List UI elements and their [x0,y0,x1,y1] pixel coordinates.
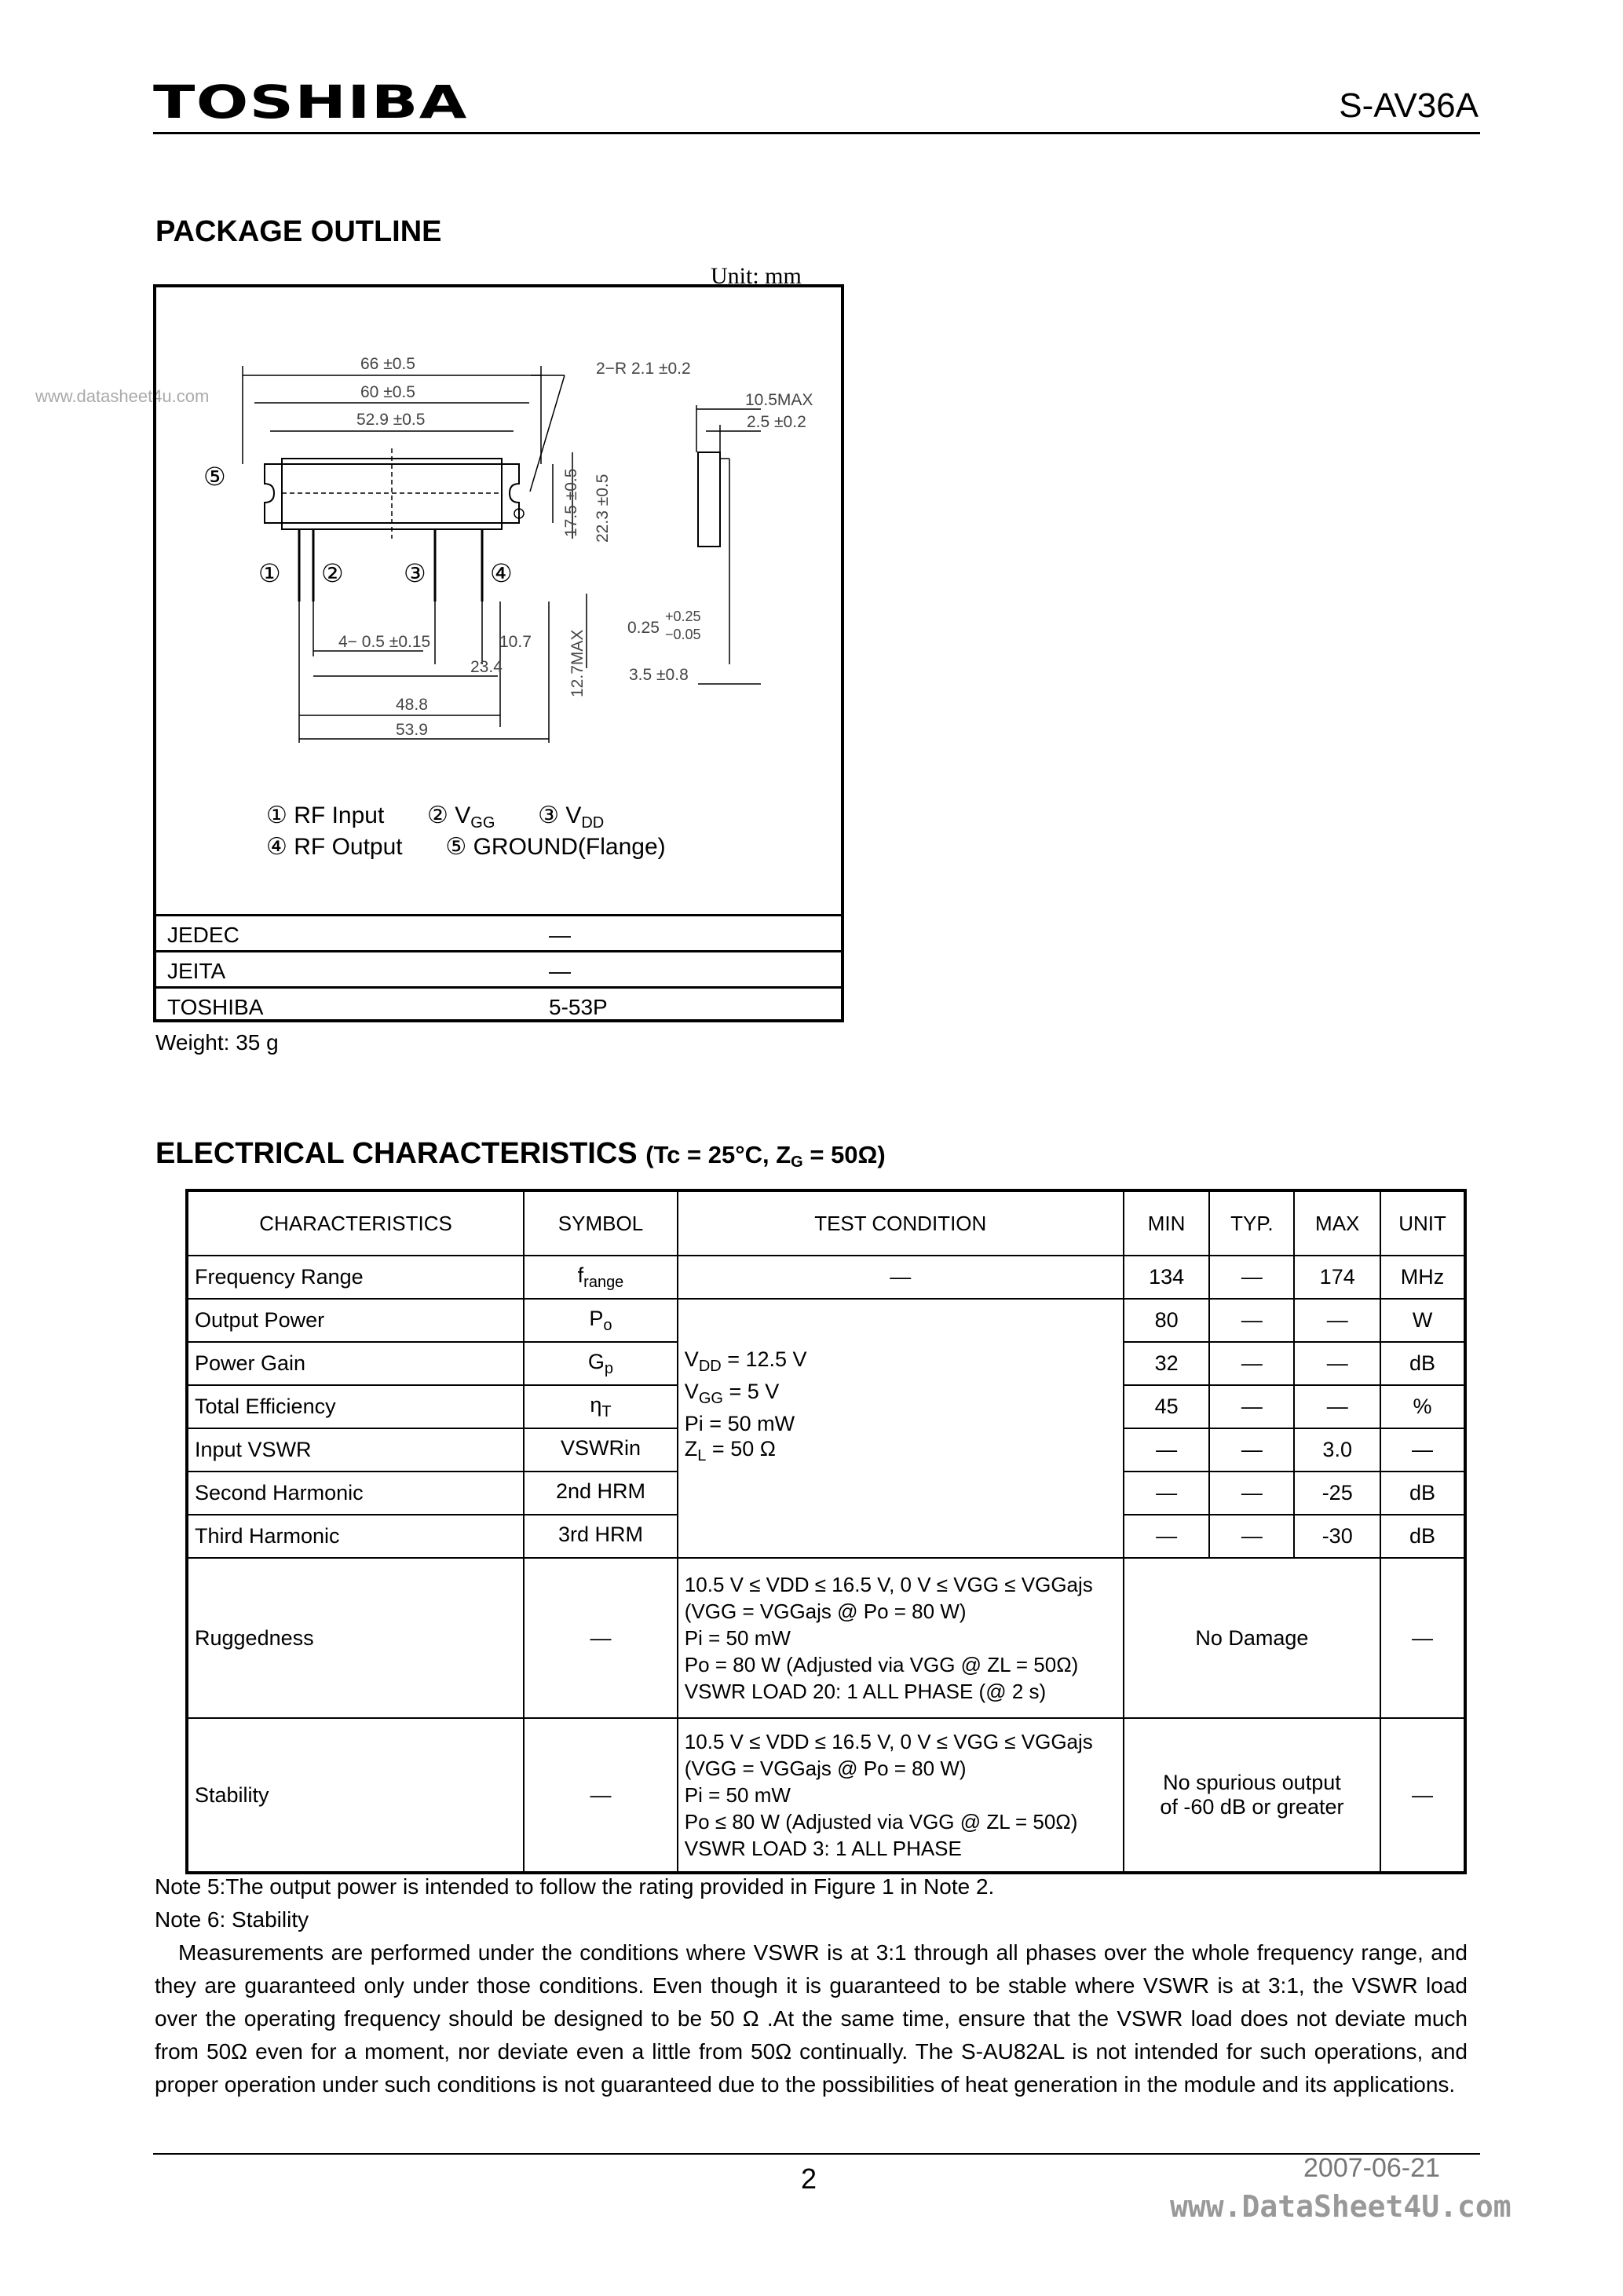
header-rule [153,132,1480,134]
legend-pin3: V [565,803,582,828]
row-symbol: VSWRin [524,1428,678,1472]
dim-0-25: 0.25 [627,619,660,637]
row-typ: ― [1209,1472,1294,1515]
date: 2007-06-21 [1303,2153,1440,2183]
col-header: MAX [1294,1190,1380,1256]
row-typ: ― [1209,1515,1294,1558]
col-header: TYP. [1209,1190,1294,1256]
table-row [187,1299,1465,1342]
electrical-title [155,1137,886,1172]
row-typ: ― [1209,1385,1294,1428]
row-min: ― [1124,1472,1210,1515]
legend-pin3-num: ③ [538,803,559,828]
row-typ: ― [1209,1342,1294,1385]
row-max: -25 [1294,1472,1380,1515]
pkg-row-jeita [156,950,841,989]
row-name: Third Harmonic [187,1515,524,1558]
table-row-ruggedness [187,1558,1465,1718]
row-name: Power Gain [187,1342,524,1385]
row-symbol: ― [524,1718,678,1873]
brand-logo: TOSHIBA [153,75,468,129]
pin-label-3: ③ [404,559,426,587]
col-header: MIN [1124,1190,1210,1256]
row-unit: MHz [1380,1256,1465,1299]
row-typ: ― [1209,1256,1294,1299]
dim-66: 66 ±0.5 [360,355,415,373]
dim-23-4: 23.4 [470,658,503,676]
row-symbol: 2nd HRM [524,1472,678,1515]
row-min: 45 [1124,1385,1210,1428]
pkg-value: ― [549,923,571,947]
row-unit: % [1380,1385,1465,1428]
dim-17-5: 17.5 ±0.5 [562,468,580,537]
note-6: Note 6: Stability [155,1907,309,1932]
pin-label-4: ④ [490,559,513,587]
dim-0-25-minus: −0.05 [665,627,701,642]
watermark-top: www.datasheet4u.com [35,386,210,406]
pin-legend-row1 [266,802,604,832]
note-6-paragraph: Measurements are performed under the conditions where VSWR is at 3:1 through all phases over the whole frequency range, and they are guaranteed only under those conditions. Even though it is guaranteed to be stable where VSWR is at 3:1, the VSWR load over the operating frequency should be designed to be 50 Ω .At the same time, ensure that the VSWR load does not deviate much from 50Ω even for a moment, nor deviate even a little from 50Ω continually. The S-AU82AL is not intended for such operations, and proper operation under such conditions is not guaranteed due to the possibilities of heat generation in the module and its applications. [155,1940,1468,2097]
table-header-row [187,1190,1465,1256]
dim-2r: 2−R 2.1 ±0.2 [596,360,691,378]
electrical-title-text: ELECTRICAL CHARACTERISTICS [155,1137,638,1170]
row-name: Output Power [187,1299,524,1342]
row-symbol: $P_o$ [524,1299,678,1342]
row-max: -30 [1294,1515,1380,1558]
pkg-key: TOSHIBA [167,995,264,1019]
row-condition: 10.5 V ≤ VDD ≤ 16.5 V, 0 V ≤ VGG ≤ VGGajs (VGG = VGGajs @ Po = 80 W) Pi = 50 mW Po ≤ 80 W (Adjusted via VGG @ ZL = 50Ω) VSWR LOAD 3: 1 ALL PHASE [678,1718,1124,1873]
module-body [282,459,502,529]
legend-pin2: V [455,803,471,828]
row-symbol: $f_{range}$ [524,1256,678,1299]
row-condition: ― [678,1256,1124,1299]
row-max: 174 [1294,1256,1380,1299]
dim-48-8: 48.8 [396,696,428,714]
row-min: ― [1124,1515,1210,1558]
notes [155,1870,1468,2101]
legend-pin1-num: ① [266,803,287,828]
row-max: ― [1294,1385,1380,1428]
pkg-row-toshiba [156,986,841,1025]
dim-52-9: 52.9 ±0.5 [356,411,426,429]
row-max: ― [1294,1342,1380,1385]
row-typ: ― [1209,1299,1294,1342]
dim-12-7max: 12.7MAX [568,629,587,697]
electrical-table [185,1189,1467,1874]
row-name: Second Harmonic [187,1472,524,1515]
legend-pin4: RF Output [294,834,403,860]
row-unit: ― [1380,1428,1465,1472]
common-test-condition: $V_{DD} = 12.5$ V $V_{GG} = 5$ V Pi = 50 mW $Z_L = 50$ Ω [678,1299,1124,1558]
table-row [187,1256,1465,1299]
dim-10-7: 10.7 [499,633,532,651]
package-title: PACKAGE OUTLINE [155,215,442,248]
dim-22-3: 22.3 ±0.5 [594,473,612,543]
col-header: SYMBOL [524,1190,678,1256]
dim-0-25-plus: +0.25 [665,609,701,624]
dim-4-pins: 4− 0.5 ±0.15 [338,633,431,651]
pin-label-1: ① [258,559,281,587]
part-number: S-AV36A [1339,86,1479,125]
page-number: 2 [801,2163,817,2195]
row-min: 80 [1124,1299,1210,1342]
legend-pin3-sub: DD [581,814,605,832]
footer-rule [153,2153,1480,2155]
row-symbol: $G_p$ [524,1342,678,1385]
pin-label-5: ⑤ [203,462,226,491]
pin-legend-row2 [266,833,666,861]
row-unit: dB [1380,1342,1465,1385]
pkg-key: JEITA [167,959,226,983]
row-name: Total Efficiency [187,1385,524,1428]
row-condition: 10.5 V ≤ VDD ≤ 16.5 V, 0 V ≤ VGG ≤ VGGajs (VGG = VGGajs @ Po = 80 W) Pi = 50 mW Po = 80 W (Adjusted via VGG @ ZL = 50Ω) VSWR LOAD 20: 1 ALL PHASE (@ 2 s) [678,1558,1124,1718]
row-symbol: 3rd HRM [524,1515,678,1558]
watermark-bottom: www.DataSheet4U.com [1170,2189,1512,2224]
row-result: No Damage [1124,1558,1380,1718]
legend-pin5: GROUND(Flange) [473,834,666,860]
row-max: ― [1294,1299,1380,1342]
row-min: ― [1124,1428,1210,1472]
col-header: CHARACTERISTICS [187,1190,524,1256]
row-typ: ― [1209,1428,1294,1472]
weight: Weight: 35 g [155,1030,279,1055]
legend-pin4-num: ④ [266,834,287,860]
electrical-condition: (Tc = 25°C, ZG = 50Ω) [645,1141,886,1171]
pkg-value: 5-53P [549,995,608,1019]
row-symbol: ― [524,1558,678,1718]
dim-3-5: 3.5 ±0.8 [629,666,689,684]
pkg-row-jedec [156,914,841,952]
row-name: Frequency Range [187,1256,524,1299]
row-result: No spurious output of -60 dB or greater [1124,1718,1380,1873]
row-name: Stability [187,1718,524,1873]
row-symbol: $\eta_T$ [524,1385,678,1428]
legend-pin2-sub: GG [470,814,495,832]
col-header: TEST CONDITION [678,1190,1124,1256]
row-min: 32 [1124,1342,1210,1385]
dim-60: 60 ±0.5 [360,383,415,401]
dim-2-5: 2.5 ±0.2 [747,413,806,431]
legend-pin1: RF Input [294,803,385,828]
dim-10-5max: 10.5MAX [745,391,813,409]
note-5: Note 5:The output power is intended to follow the rating provided in Figure 1 in Note 2. [155,1874,995,1899]
side-view [698,452,720,547]
dim-53-9: 53.9 [396,721,428,739]
package-box [153,284,844,1022]
row-unit: ― [1380,1718,1465,1873]
unit-label: Unit: mm [711,263,802,289]
pkg-key: JEDEC [167,923,239,947]
col-header: UNIT [1380,1190,1465,1256]
legend-pin5-num: ⑤ [445,834,467,860]
pin-label-2: ② [321,559,344,587]
row-name: Ruggedness [187,1558,524,1718]
table-row-stability [187,1718,1465,1873]
pkg-value: ― [549,959,571,983]
row-unit: dB [1380,1472,1465,1515]
row-name: Input VSWR [187,1428,524,1472]
row-unit: dB [1380,1515,1465,1558]
row-min: 134 [1124,1256,1210,1299]
row-max: 3.0 [1294,1428,1380,1472]
legend-pin2-num: ② [427,803,448,828]
row-unit: W [1380,1299,1465,1342]
row-unit: ― [1380,1558,1465,1718]
